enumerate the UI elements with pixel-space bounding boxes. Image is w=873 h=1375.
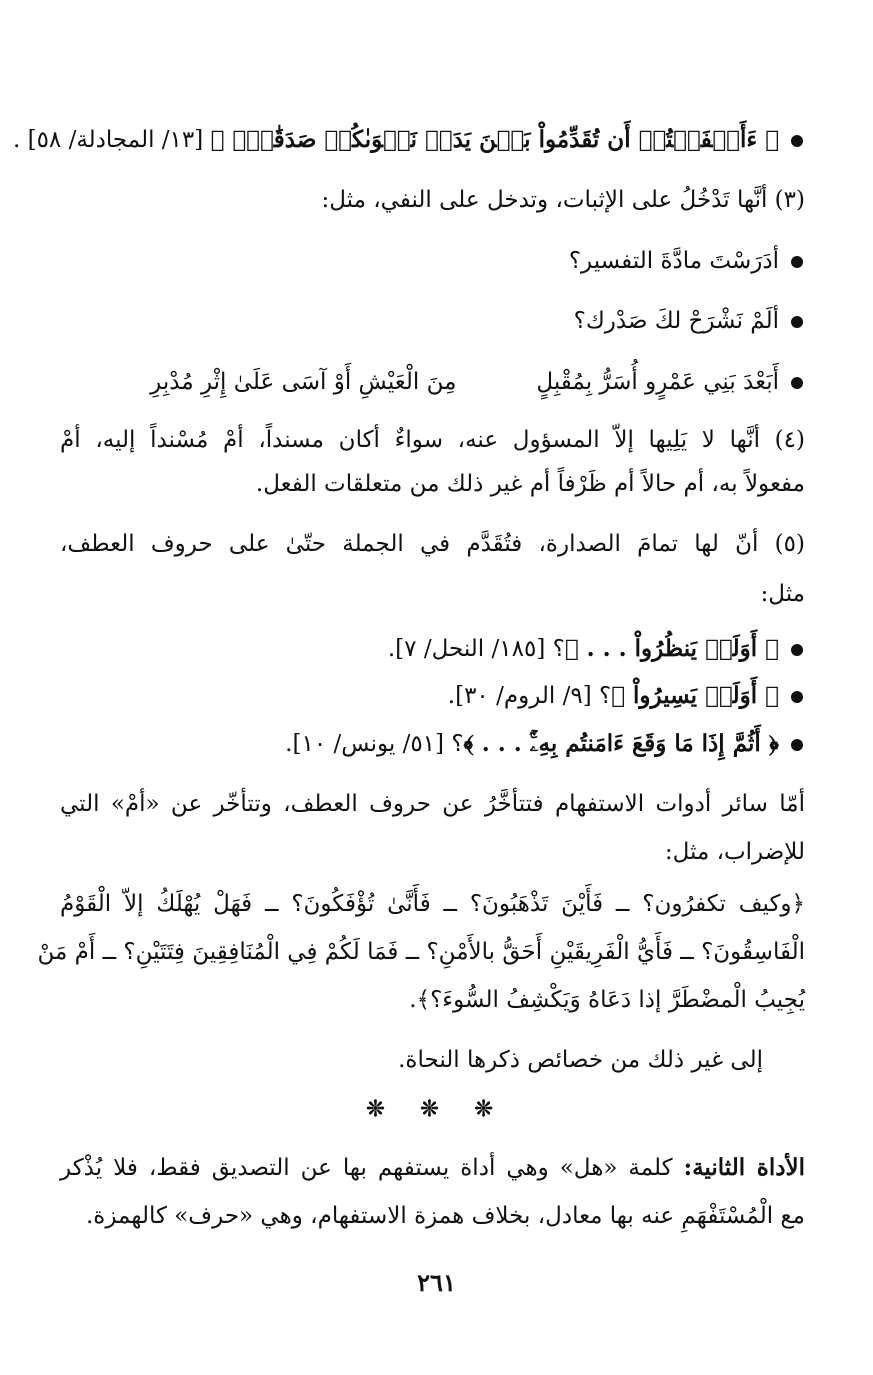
bullet-verse-line	[12, 124, 803, 156]
bullet-dot-icon	[791, 691, 803, 703]
paragraph-other-tools-line-1: أمّا سائر أدوات الاستفهام فتتأخَّرُ عن حروف العطف، وتتأخّر عن «أمْ» التي	[60, 791, 805, 817]
quran-verse: ﴿ ءَأَشۡفَقۡتُمۡ أَن تُقَدِّمُواْ بَيۡنَ يَدَيۡ نَجۡوَىٰكُمۡ صَدَقَٰتٖۚ ﴾	[210, 126, 779, 153]
example-text: أدَرَسْتَ مادَّةَ التفسير؟	[568, 248, 779, 274]
point-5-line-1: (٥) أنّ لها تمامَ الصدارة، فتُقَدَّم في الجملة حتّىٰ على حروف العطف،	[60, 531, 805, 557]
bullet-dot-icon	[791, 316, 803, 328]
second-tool-label: الأداة الثانية:	[683, 1154, 805, 1181]
bullet-dot-icon	[791, 256, 803, 268]
bullet-dot-icon	[791, 377, 803, 389]
verse-reference: ؟ [٩/ الروم/ ٣٠].	[447, 683, 612, 709]
second-tool-line-1	[60, 1152, 805, 1184]
poem-second-hemistich: مِنَ الْعَيْشِ أَوْ آسَى عَلَىٰ إِثْرِ مُدْبِرِ	[150, 369, 457, 395]
quran-verse: ﴿ أَثُمَّ إِذَا مَا وَقَعَ ءَامَنتُم بِهِۦٓۚ . . . ﴾	[463, 730, 779, 757]
quran-verse: ﴿ أَوَلَمۡ يَسِيرُواْ ﴾	[611, 682, 779, 709]
second-tool-line-2: مع الْمُسْتَفْهَمِ عنه بها معادل، بخلاف همزة الاستفهام، وهي «حرف» كالهمزة.	[86, 1203, 805, 1229]
verse-reference: ؟ [١٨٥/ النحل/ ٧].	[387, 636, 565, 662]
example-item	[58, 305, 803, 337]
paragraph-other-tools-line-2: للإضراب، مثل:	[664, 839, 805, 865]
verse-reference: [١٣/ المجادلة/ ٥٨] .	[12, 127, 204, 153]
quoted-examples-line-3: يُجِيبُ الْمضْطَرَّ إذا دَعَاهُ وَيَكْشِفُ السُّوءَ؟﴾.	[409, 987, 805, 1013]
section-divider-stars: ❊ ❊ ❊	[366, 1096, 507, 1122]
quoted-examples-line-1: ﴿وكيف تكفرُون؟ ــ فَأَيْنَ تَذْهَبُونَ؟ ــ فَأَنَّىٰ تُؤْفَكُونَ؟ ــ فَهَلْ يُهْلَكُ إلاّ الْقَوْمُ	[60, 891, 805, 917]
verse-reference: ؟ [٥١/ يونس/ ١٠].	[285, 731, 464, 757]
bullet-dot-icon	[791, 135, 803, 147]
point-3-text: (٣) أنَّها تَدْخُلُ على الإثبات، وتدخل على النفي، مثل:	[321, 187, 805, 213]
second-tool-text: كلمة «هل» وهي أداة يستفهم بها عن التصديق فقط، فلا يُذْكر	[60, 1155, 684, 1181]
example-verse-item	[58, 633, 803, 665]
bullet-dot-icon	[791, 644, 803, 656]
point-5-line-2: مثل:	[760, 581, 805, 607]
poem-first-hemistich: أَبَعْدَ بَنِي عَمْرٍو أُسَرُّ بِمُقْبِلٍ	[536, 369, 779, 395]
page-number: ٢٦١	[417, 1268, 456, 1297]
quoted-examples-line-2: الْفَاسِقُونَ؟ ــ فَأَيُّ الْفَرِيقَيْنِ أَحَقُّ بالأَمْنِ؟ ــ فَمَا لَكُمْ فِي الْمُنَافِقِينَ فِتَتَيْنِ؟ ــ أَمْ مَنْ	[37, 939, 805, 965]
example-verse-item	[58, 680, 803, 712]
bullet-dot-icon	[791, 739, 803, 751]
poem-verse	[58, 366, 803, 398]
example-verse-item	[58, 728, 803, 760]
example-item	[58, 245, 803, 277]
point-4-line-2: مفعولاً به، أم حالاً أم ظَرْفاً أم غير ذلك من متعلقات الفعل.	[255, 471, 805, 497]
point-4-line-1: (٤) أنَّها لا يَلِيها إلاّ المسؤول عنه، سواءٌ أكان مسنداً، أمْ مُسْنداً إليه، أمْ	[60, 427, 805, 453]
closing-sentence: إلى غير ذلك من خصائص ذكرها النحاة.	[398, 1047, 763, 1073]
quran-verse: ﴿ أَوَلَمۡ يَنظُرُواْ . . . ﴾	[564, 635, 779, 662]
example-text: ألَمْ نَشْرَحْ لكَ صَدْرك؟	[573, 308, 779, 334]
